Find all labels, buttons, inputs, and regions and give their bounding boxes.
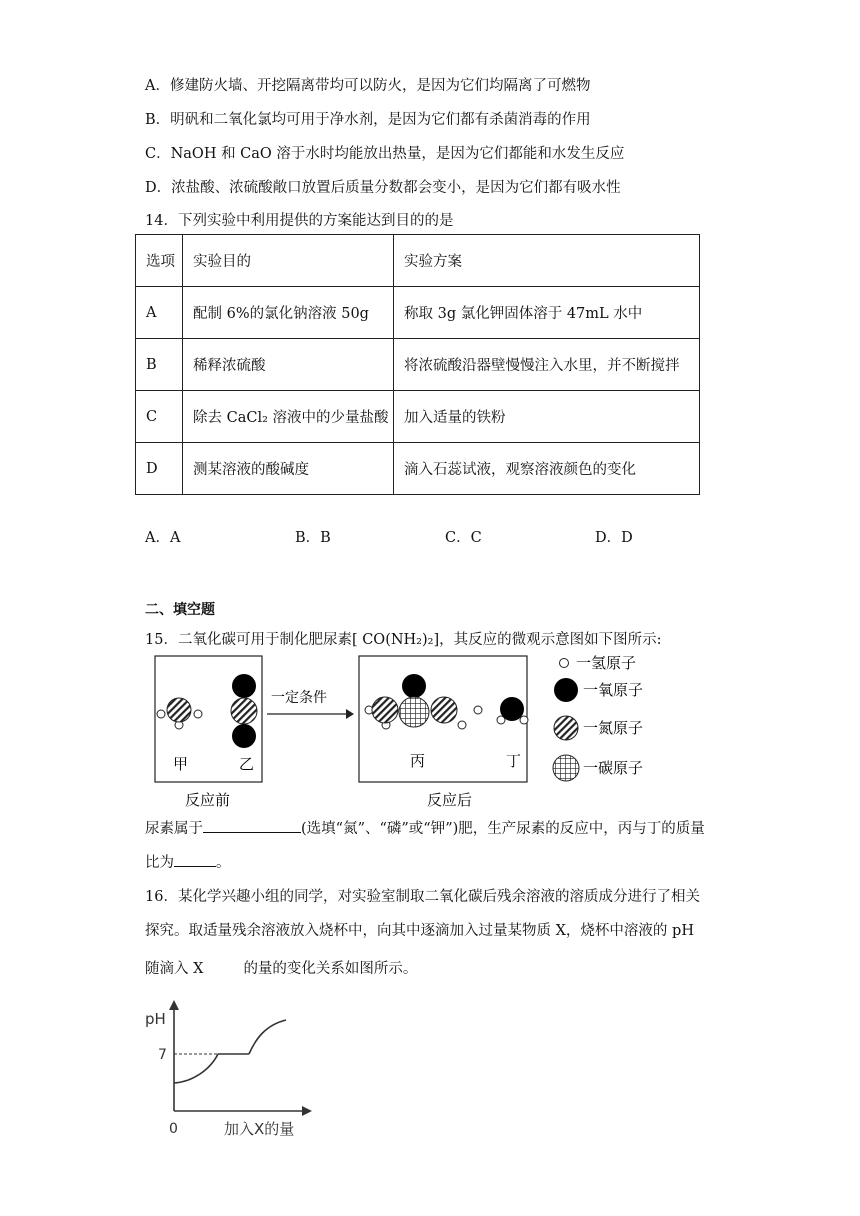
table-row: [136, 339, 700, 391]
ph-curve-final: [249, 1020, 286, 1054]
table-cell: 稀释浓硫酸: [183, 339, 394, 391]
legend: [553, 654, 643, 781]
table-cell: 加入适量的铁粉: [394, 391, 700, 443]
q15-line2-prefix: 比为: [145, 855, 174, 871]
after-label: 反应后: [427, 791, 473, 809]
q15-line1-prefix: 尿素属于: [145, 821, 203, 837]
table-header-cell: 实验方案: [394, 235, 700, 287]
q15-line1: [145, 817, 705, 838]
q14-option-b: B．B: [295, 530, 331, 546]
q13-option-d: D．浓盐酸、浓硫酸敞口放置后质量分数都会变小，是因为它们都有吸水性: [145, 180, 621, 196]
q13-option-c: C．NaOH 和 CaO 溶于水时均能放出热量，是因为它们都能和水发生反应: [145, 146, 625, 162]
q14-option-a: A．A: [145, 530, 181, 546]
q15-reaction-diagram: [140, 648, 680, 813]
bing-label: 丙: [410, 752, 426, 770]
q14-option-c: C．C: [445, 530, 482, 546]
bing-molecule: [365, 674, 482, 729]
table-header-cell: 实验目的: [183, 235, 394, 287]
ph-curve-rise: [174, 1054, 218, 1083]
legend-carbon: 一碳原子: [583, 759, 644, 777]
table-row: [136, 443, 700, 495]
q16-line1: 16．某化学兴趣小组的同学，对实验室制取二氧化碳后残余溶液的溶质成分进行了相关: [145, 889, 700, 905]
legend-hydrogen: 一氢原子: [576, 654, 637, 672]
q14-table: [135, 234, 700, 495]
table-cell: 称取 3g 氯化钾固体溶于 47mL 水中: [394, 287, 700, 339]
y-axis-arrow: [169, 1000, 179, 1010]
table-header-cell: 选项: [136, 235, 183, 287]
q16-line3-prefix: 随滴入 X: [145, 961, 204, 977]
y-tick-7: 7: [158, 1047, 167, 1063]
table-cell: 测某溶液的酸碱度: [183, 443, 394, 495]
table-row: [136, 287, 700, 339]
jia-label: 甲: [173, 755, 189, 773]
y-axis-label: pH: [145, 1010, 166, 1028]
q16-line2: 探究。取适量残余溶液放入烧杯中，向其中逐滴加入过量某物质 X，烧杯中溶液的 pH: [145, 923, 694, 939]
answer-blank-ratio[interactable]: [174, 852, 216, 867]
table-cell: 除去 CaCl₂ 溶液中的少量盐酸: [183, 391, 394, 443]
q14-stem: 14．下列实验中利用提供的方案能达到目的的是: [145, 213, 454, 229]
x-axis-label: 加入X的量: [224, 1120, 295, 1138]
q15-stem: 15．二氧化碳可用于制化肥尿素[ CO(NH₂)₂]，其反应的微观示意图如下图所示:: [145, 632, 662, 648]
yi-label: 乙: [239, 755, 255, 773]
answer-blank-fertilizer[interactable]: [203, 818, 301, 833]
legend-oxygen: 一氧原子: [583, 681, 644, 699]
x-axis-arrow: [302, 1106, 312, 1116]
table-header-row: [136, 235, 700, 287]
section-title: 二、填空题: [145, 602, 215, 618]
q16-line3-suffix: 的量的变化关系如图所示。: [243, 961, 418, 977]
q15-line2-suffix: 。: [216, 855, 231, 871]
jia-molecule: [157, 698, 202, 729]
ding-molecule: [497, 697, 528, 724]
table-cell: B: [136, 339, 183, 391]
table-cell: A: [136, 287, 183, 339]
origin-label: 0: [169, 1121, 178, 1137]
table-cell: 将浓硫酸沿器壁慢慢注入水里，并不断搅拌: [394, 339, 700, 391]
table-cell: D: [136, 443, 183, 495]
q16-ph-graph: [140, 1000, 340, 1140]
q15-line2: [145, 851, 231, 872]
q13-option-a: A．修建防火墙、开挖隔离带均可以防火，是因为它们均隔离了可燃物: [145, 78, 591, 94]
arrow-label: 一定条件: [271, 690, 327, 706]
table-cell: 配制 6%的氯化钠溶液 50g: [183, 287, 394, 339]
table-cell: C: [136, 391, 183, 443]
q16-line3: [145, 957, 417, 978]
table-row: [136, 391, 700, 443]
before-label: 反应前: [185, 791, 231, 809]
ding-label: 丁: [506, 752, 522, 770]
q15-line1-suffix: (选填“氮”、“磷”或“钾”)肥，生产尿素的反应中，丙与丁的质量: [301, 821, 705, 837]
yi-molecule: [231, 674, 257, 748]
legend-nitrogen: 一氮原子: [583, 719, 644, 737]
q13-option-b: B．明矾和二氧化氯均可用于净水剂，是因为它们都有杀菌消毒的作用: [145, 112, 591, 128]
table-cell: 滴入石蕊试液，观察溶液颜色的变化: [394, 443, 700, 495]
q14-option-d: D．D: [595, 530, 633, 546]
